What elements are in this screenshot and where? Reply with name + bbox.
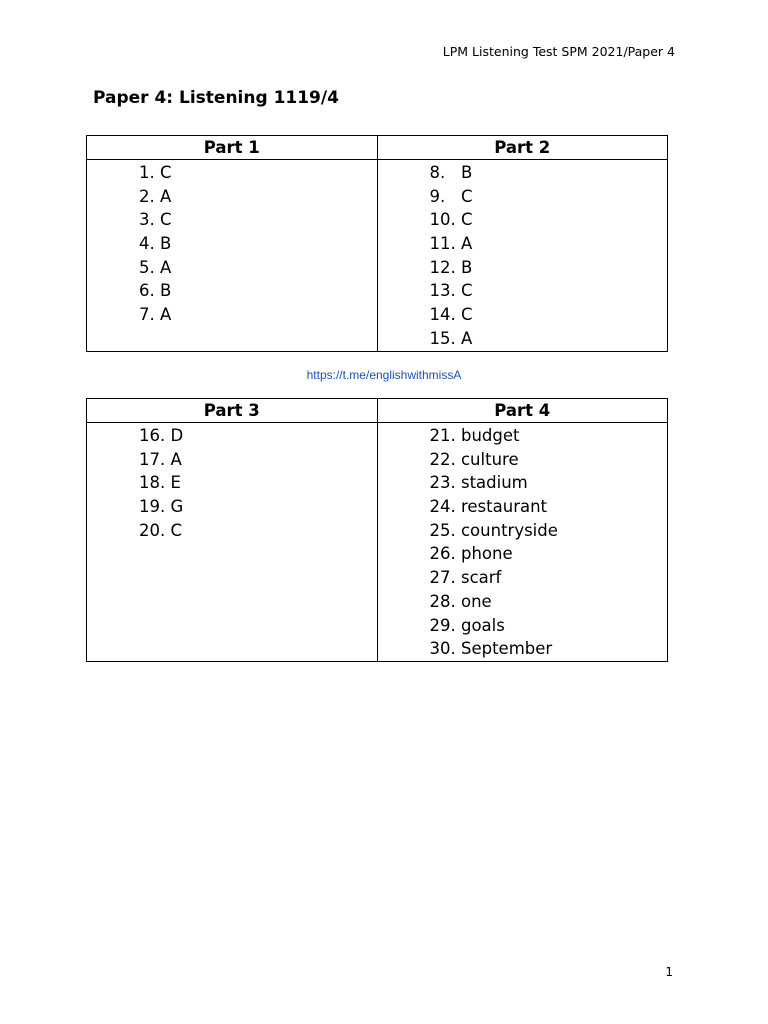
answer-item: 11. A <box>429 234 473 254</box>
answer-item: 12. B <box>429 257 473 277</box>
part-3-header: Part 3 <box>87 399 378 423</box>
part-4-header: Part 4 <box>377 399 668 423</box>
answer-item: 21. budget <box>429 426 520 445</box>
page-number: 1 <box>665 965 673 979</box>
answer-item: 29. goals <box>429 615 505 635</box>
running-header: LPM Listening Test SPM 2021/Paper 4 <box>442 44 675 59</box>
answer-item: 6. B <box>139 281 172 301</box>
answer-table-parts-1-2 <box>86 135 668 352</box>
answer-item: 13. C <box>429 281 473 301</box>
answer-item: 17. A <box>139 449 182 469</box>
part-4-cell <box>377 423 668 662</box>
answer-item: 3. C <box>139 210 172 230</box>
answer-item: 4. B <box>139 234 172 254</box>
answer-item: 23. stadium <box>429 473 528 493</box>
page-title: Paper 4: Listening 1119/4 <box>93 88 339 108</box>
answer-item: 20. C <box>139 520 183 540</box>
answer-item: 8. B <box>429 163 473 182</box>
answer-item: 24. restaurant <box>429 497 548 517</box>
answer-item: 10. C <box>429 210 473 230</box>
answer-item: 1. C <box>139 163 172 182</box>
answer-item: 5. A <box>139 257 172 277</box>
answer-item: 28. one <box>429 591 492 611</box>
answer-item: 26. phone <box>429 544 513 564</box>
answer-item: 7. A <box>139 305 172 325</box>
part-3-cell <box>87 423 378 662</box>
part-1-cell <box>87 160 378 352</box>
answer-item: 15. A <box>429 328 473 348</box>
part-1-header: Part 1 <box>87 136 378 160</box>
answer-item: 16. D <box>139 426 184 445</box>
answer-item: 14. C <box>429 305 473 325</box>
telegram-link[interactable]: https://t.me/englishwithmissA <box>306 368 462 382</box>
answer-item: 19. G <box>139 497 184 517</box>
answer-item: 22. culture <box>429 449 519 469</box>
answer-item: 18. E <box>139 473 181 493</box>
part-2-cell <box>377 160 668 352</box>
answer-item: 2. A <box>139 186 172 206</box>
answer-item: 25. countryside <box>429 520 558 540</box>
part-2-header: Part 2 <box>377 136 668 160</box>
answer-item: 27. scarf <box>429 568 502 588</box>
answer-item: 30. September <box>429 639 553 659</box>
answer-item: 9. C <box>429 186 473 206</box>
answer-table-parts-3-4 <box>86 398 668 662</box>
